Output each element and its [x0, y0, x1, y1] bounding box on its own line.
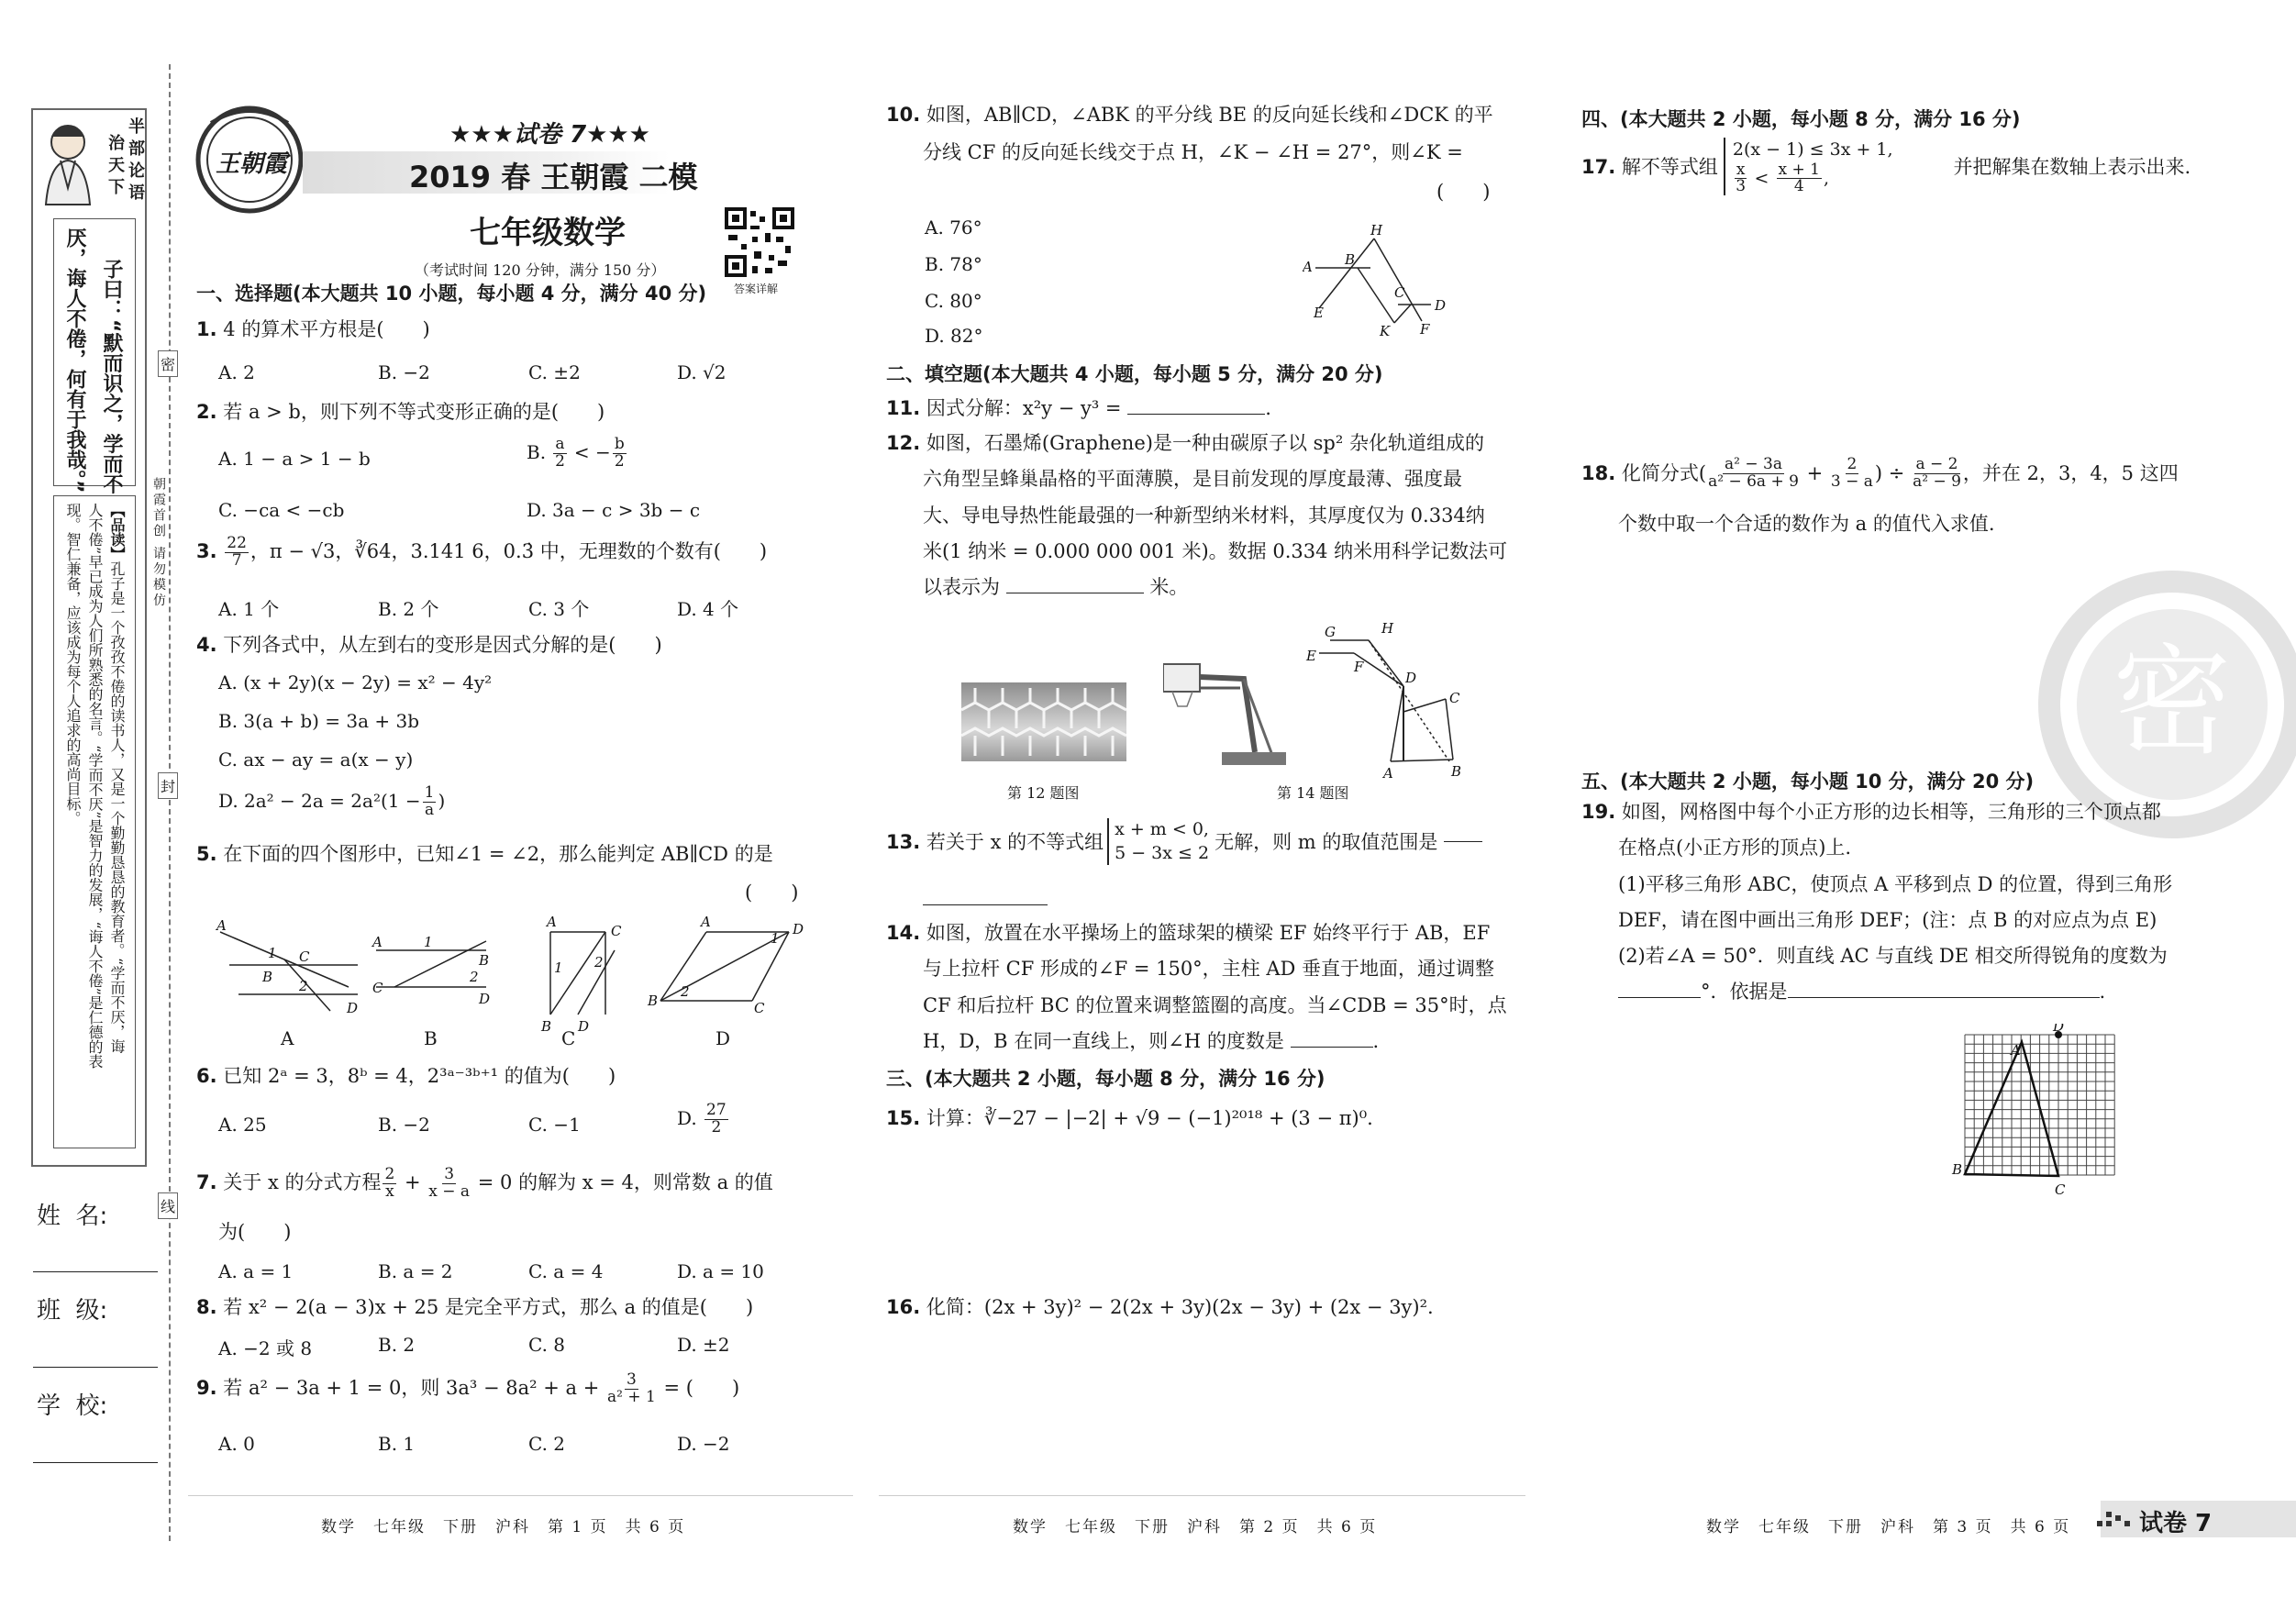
q10-figure — [1303, 220, 1449, 349]
q14-figure — [1303, 615, 1468, 780]
q1-number: 1. — [196, 318, 217, 340]
q14-label-H: H — [1381, 620, 1394, 637]
q10-text-1: 如图，AB∥CD，∠ABK 的平分线 BE 的反向延长线和∠DCK 的平 — [926, 104, 1493, 126]
q17-sys-1: 2(x − 1) ≤ 3x + 1, — [1732, 139, 1893, 160]
q19-line-4: DEF，请在图中画出三角形 DEF；(注：点 B 的对应点为点 E) — [1618, 908, 2157, 931]
q12-line-1 — [886, 431, 1507, 456]
q10-option-d[interactable]: D. 82° — [925, 325, 983, 347]
q12-number: 12. — [886, 432, 921, 454]
q4-number: 4. — [196, 634, 217, 656]
q2-b-frac-1 — [553, 437, 566, 471]
q13-system — [1107, 818, 1209, 865]
denominator: a² − 9 — [1913, 471, 1961, 491]
q11-number: 11. — [886, 397, 921, 419]
q5-option-b[interactable]: B — [424, 1027, 438, 1049]
q1-text: 4 的算术平方根是( ) — [223, 318, 430, 340]
q13-text-1: 若关于 x 的不等式组 — [926, 830, 1104, 853]
q19-line-5: (2)若∠A = 50°．则直线 AC 与直线 DE 相交所得锐角的度数为 — [1618, 945, 2168, 968]
q18-stem-cont: 个数中取一个合适的数作为 a 的值代入求值. — [1618, 513, 1995, 535]
q19-label-A: A — [2011, 1042, 2021, 1059]
q7-text-1: 关于 x 的分式方程 — [223, 1170, 382, 1193]
q12-line-4: 米(1 纳米 = 0.000 000 001 米)。数据 0.334 纳米用科学记数法可 — [923, 539, 1508, 562]
confucius-figure — [37, 115, 99, 206]
q5-stem — [196, 842, 773, 866]
school-label: 学 校: — [37, 1392, 108, 1420]
q2-option-b[interactable]: B. $\frac{a}{2}$ < − $\frac{b}{2}$ — [527, 435, 625, 471]
q4-d-text: D. 2a² − 2a = 2a²(1 − — [218, 789, 421, 812]
q19-stem — [1581, 800, 2172, 1005]
q2-text: 若 a > b，则下列不等式变形正确的是( ) — [223, 401, 605, 423]
qr-caption: 答案详解 — [734, 283, 779, 295]
numerator: 3 — [626, 1370, 637, 1389]
q5-number: 5. — [196, 843, 217, 865]
q6-stem — [196, 1064, 616, 1088]
name-line[interactable] — [33, 1271, 158, 1272]
footer-tag: 试卷 7 — [2139, 1510, 2213, 1537]
seal-line — [169, 64, 171, 1541]
q14-label-F: F — [1354, 659, 1364, 675]
q19-line-1 — [1581, 800, 2172, 825]
q2-option-d[interactable]: D. 3a − c > 3b − c — [527, 499, 701, 521]
footer-dots-icon — [2097, 1512, 2134, 1530]
q19-label-B: B — [1952, 1161, 1963, 1178]
q14-line-1 — [886, 921, 1507, 946]
q2-stem — [196, 400, 605, 424]
q1-stem — [196, 317, 430, 341]
q16-text: 化简：(2x + 3y)² − 2(2x + 3y)(2x − 3y) + (2x − 3y)². — [926, 1296, 1434, 1318]
q17-frac-1 — [1735, 162, 1747, 196]
q12-caption: 第 12 题图 — [1007, 784, 1080, 802]
numerator: b — [614, 435, 625, 453]
q19-text-1: 如图，网格图中每个小正方形的边长相等，三角形的三个顶点都 — [1621, 801, 2161, 823]
q17-frac-2 — [1777, 162, 1822, 196]
q7-option-a[interactable]: A. a = 1 — [218, 1260, 294, 1282]
q2-b-frac-2 — [613, 437, 627, 471]
q1-option-d[interactable]: D. √2 — [677, 361, 727, 383]
q19-text-6a: °．依据是 — [1701, 981, 1788, 1004]
q7-stem-cont: 为( ) — [218, 1221, 292, 1243]
q12-line-3: 大、导电导热性能最强的一种新型纳米材料，其厚度仅为 0.334纳 — [923, 504, 1485, 527]
q8-option-a[interactable]: A. −2 或 8 — [218, 1337, 313, 1359]
q15-number: 15. — [886, 1107, 921, 1129]
quote-line-2: 厌，诲人不倦，何有于我哉。” — [63, 227, 86, 494]
numerator: x — [1736, 160, 1746, 179]
q17-answer-area[interactable] — [1618, 229, 2187, 431]
basketball-hoop-image — [1163, 651, 1292, 771]
q2-b-label: B. — [527, 440, 547, 463]
footer-page-3: 数学 七年级 下册 沪科 第 3 页 共 6 页 — [1706, 1518, 2071, 1536]
q14-answer-blank[interactable] — [1291, 1047, 1373, 1048]
section4-title: 四、(本大题共 2 小题，每小题 8 分，满分 16 分) — [1581, 108, 2021, 130]
q11-answer-blank[interactable] — [1127, 414, 1265, 415]
q3-text: ，π − √3，∛64，3.141 6，0.3̇ 中，无理数的个数有( ) — [250, 539, 768, 562]
q10-label-A: A — [1303, 259, 1313, 275]
section1-title: 一、选择题(本大题共 10 小题，每小题 4 分，满分 40 分) — [196, 283, 707, 305]
q5d-label-A: A — [701, 914, 711, 930]
denominator: 2 — [711, 1117, 722, 1137]
q13-answer-blank-2[interactable] — [923, 904, 1048, 905]
q3-frac — [225, 536, 249, 570]
q5c-label-C: C — [611, 923, 622, 939]
q4-text: 下列各式中，从左到右的变形是因式分解的是( ) — [223, 634, 662, 656]
q9-frac — [607, 1372, 656, 1406]
quote-line-1: 子曰：“默而识之，学而不 — [100, 259, 123, 494]
q9-option-d[interactable]: D. −2 — [677, 1433, 730, 1455]
q4-stem — [196, 633, 662, 657]
q6-option-d[interactable] — [677, 1103, 730, 1137]
section2-title: 二、填空题(本大题共 4 小题，每小题 5 分，满分 20 分) — [886, 363, 1383, 385]
q5-figures — [211, 914, 807, 1042]
q9-text-2: = ( ) — [663, 1376, 740, 1399]
q10-label-H: H — [1370, 222, 1383, 238]
q1-option-b[interactable]: B. −2 — [378, 361, 430, 383]
q9-number: 9. — [196, 1376, 217, 1399]
q4-option-b[interactable]: B. 3(a + b) = 3a + 3b — [218, 710, 420, 732]
q3-option-b[interactable]: B. 2 个 — [378, 598, 439, 620]
q2-option-a[interactable]: A. 1 − a > 1 − b — [218, 448, 371, 470]
paper-number: ★★★试卷 7★★★ — [449, 121, 650, 149]
q5d-label-1: 1 — [771, 930, 780, 947]
q19-answer-blank-2[interactable] — [1788, 997, 2100, 998]
q5a-label-D: D — [347, 1000, 359, 1016]
seal-char-mi: 密 — [158, 350, 178, 377]
q5b-label-C: C — [372, 980, 383, 996]
exam-info: （考试时间 120 分钟，满分 150 分） — [415, 261, 666, 279]
q3-number: 3. — [196, 539, 217, 562]
name-label: 姓 名: — [37, 1203, 108, 1230]
numerator: a − 2 — [1915, 455, 1958, 473]
q17-text-1: 解不等式组 — [1621, 155, 1718, 178]
denominator: 7 — [231, 550, 242, 570]
q15-stem — [886, 1106, 1373, 1130]
column-divider-2 — [879, 1495, 1525, 1496]
denominator: 2 — [555, 451, 565, 471]
numerator: 27 — [706, 1101, 727, 1119]
q7-text-2: = 0 的解为 x = 4，则常数 a 的值 — [477, 1170, 773, 1193]
q5-option-d[interactable]: D — [715, 1027, 731, 1049]
q19-grid-figure[interactable] — [1945, 1024, 2207, 1203]
sidebar — [0, 0, 174, 1597]
numerator: a² − 3a — [1725, 455, 1782, 473]
q5-option-a[interactable]: A — [281, 1027, 294, 1049]
q9-text-1: 若 a² − 3a + 1 = 0，则 3a³ − 8a² + a + — [223, 1376, 600, 1399]
q19-label-D: D — [2053, 1024, 2065, 1035]
q12-text-5b: 米。 — [1149, 576, 1189, 599]
q16-stem — [886, 1295, 1434, 1319]
q5c-label-B: B — [541, 1018, 552, 1035]
q14-label-E: E — [1306, 648, 1316, 664]
read-label — [106, 503, 127, 1136]
q10-line-2: 分线 CF 的反向延长线交于点 H，∠K − ∠H = 27°，则∠K = — [923, 141, 1463, 164]
q5a-label-2: 2 — [299, 978, 308, 994]
footer-page-1: 数学 七年级 下册 沪科 第 1 页 共 6 页 — [321, 1518, 686, 1536]
numerator: x + 1 — [1778, 160, 1820, 179]
q10-number: 10. — [886, 104, 921, 126]
read-text-2: 人不倦”早已成为人们所熟悉的名言。“学而不厌”是智力的发展，“诲人不倦”是仁德的表 — [86, 503, 104, 1069]
q19-text-6b: . — [2099, 981, 2106, 1004]
q12-stem — [886, 431, 1507, 600]
q10-label-D: D — [1435, 297, 1447, 314]
q6-number: 6. — [196, 1065, 217, 1087]
class-line[interactable] — [33, 1367, 158, 1368]
q12-text-5: 以表示为 — [923, 576, 1000, 599]
read-text-3: 现。智仁兼备，应该成为每个人追求的高尚目标。 — [64, 503, 82, 826]
q5d-label-C: C — [754, 1000, 765, 1016]
q17-stem — [1581, 138, 2191, 195]
numerator: 22 — [227, 534, 247, 552]
q15-text: 计算：∛−27 − |−2| + √9 − (−1)²⁰¹⁸ + (3 − π)⁰. — [926, 1107, 1373, 1129]
q5d-label-D: D — [793, 921, 804, 937]
q13-answer-blank-1[interactable] — [1444, 841, 1482, 842]
q6-d-label: D. — [677, 1106, 697, 1129]
q13-number: 13. — [886, 830, 921, 853]
numerator: 1 — [424, 783, 435, 802]
q8-text: 若 x² − 2(a − 3)x + 25 是完全平方式，那么 a 的值是( ) — [223, 1296, 754, 1318]
q7-option-c[interactable]: C. a = 4 — [528, 1260, 604, 1282]
q5a-label-A: A — [216, 917, 227, 934]
q5b-label-B: B — [479, 952, 490, 969]
q12-text-1: 如图，石墨烯(Graphene)是一种由碳原子以 sp² 杂化轨道组成的 — [926, 432, 1484, 454]
q4-option-a[interactable]: A. (x + 2y)(x − 2y) = x² − 4y² — [218, 671, 493, 693]
q7-stem — [196, 1167, 773, 1201]
q12-line-5 — [886, 575, 1507, 600]
numerator: a — [555, 435, 565, 453]
q5a-label-1: 1 — [268, 945, 277, 961]
q3-stem — [196, 536, 767, 570]
seal-watermark-char: 密 — [2112, 632, 2233, 771]
q10-label-E: E — [1314, 305, 1324, 321]
q10-label-B: B — [1345, 251, 1356, 268]
q14-text-1: 如图，放置在水平操场上的篮球架的横梁 EF 始终平行于 AB，EF — [926, 922, 1491, 944]
footer-page-2: 数学 七年级 下册 沪科 第 2 页 共 6 页 — [1013, 1518, 1378, 1536]
denominator: 3 − a — [1830, 471, 1873, 491]
q18-stem: 18. 化简分式 ( $\frac{\text{a² − 3a}}{\text{a² − 6a + 9}}$ + $\frac{2}{3 - a}$ ) ÷ $\frac{a - 2}{\text{a² − 9}}$ ，并在 2，3，4，5 这四 — [1581, 455, 2179, 491]
q17-lt: < — [1754, 167, 1769, 188]
q14-line-4 — [886, 1029, 1507, 1054]
q3-option-a[interactable]: A. 1 个 — [218, 598, 280, 620]
read-text-1: 孔子是一个孜孜不倦的读书人，又是一个勤勤恳恳的教育者。“学而不厌，诲 — [108, 561, 126, 1054]
q9-option-c[interactable]: C. 2 — [528, 1433, 566, 1455]
q6-option-a[interactable]: A. 25 — [218, 1114, 267, 1136]
denominator: a² − 6a + 9 — [1708, 471, 1799, 491]
q7-option-d[interactable]: D. a = 10 — [677, 1260, 764, 1282]
q5a-label-C: C — [299, 948, 310, 965]
exam-title: 2019 春 王朝霞 二模 — [409, 160, 698, 194]
graphene-image — [961, 682, 1126, 761]
q7-plus: + — [405, 1170, 421, 1193]
q12-line-2: 六角型呈蜂巢晶格的平面薄膜，是目前发现的厚度最薄、强度最 — [923, 468, 1462, 491]
q10-label-C: C — [1394, 284, 1405, 301]
school-line[interactable] — [33, 1462, 158, 1463]
q10-stem — [886, 103, 1510, 166]
q5c-label-2: 2 — [594, 954, 604, 970]
subject-title: 七年级数学 — [470, 215, 626, 251]
q19-line-3: (1)平移三角形 ABC，使顶点 A 平移到点 D 的位置，得到三角形 — [1618, 872, 2173, 895]
q18-number: 18. — [1581, 462, 1616, 485]
q8-option-d[interactable]: D. ±2 — [677, 1334, 730, 1356]
denominator: 4 — [1793, 177, 1804, 196]
q5c-label-A: A — [547, 914, 557, 930]
denominator: a² + 1 — [606, 1387, 656, 1406]
q2-b-lt: < — [573, 440, 590, 463]
q5b-label-A: A — [372, 934, 383, 950]
q4-option-d[interactable]: D. 2a² − 2a = 2a²(1 − $\frac{1}{a}$ ) — [218, 783, 446, 819]
q19-answer-blank-1[interactable] — [1618, 997, 1701, 998]
q14-stem — [886, 921, 1507, 1054]
q17-number: 17. — [1581, 155, 1616, 178]
q18-frac-2 — [1831, 457, 1873, 491]
q6-d-frac — [704, 1103, 728, 1137]
q8-option-b[interactable]: B. 2 — [378, 1334, 416, 1356]
section3-title: 三、(本大题共 2 小题，每小题 8 分，满分 16 分) — [886, 1068, 1325, 1090]
q7-frac-2 — [428, 1167, 470, 1201]
q10-line-1 — [886, 103, 1510, 128]
q5d-label-B: B — [648, 993, 659, 1009]
banner-text: 半部论语 — [126, 117, 145, 205]
qr-code[interactable] — [725, 207, 794, 277]
q18-div: ÷ — [1888, 462, 1905, 485]
q10-label-F: F — [1420, 321, 1430, 338]
q14-label-A: A — [1383, 765, 1393, 780]
q16-number: 16. — [886, 1296, 921, 1318]
copyright-note: 朝霞首创 请勿模仿 — [151, 477, 166, 609]
q10-paren: ( ) — [1436, 181, 1491, 203]
q8-stem — [196, 1295, 753, 1319]
q17-text-2: 并把解集在数轴上表示出来. — [1953, 155, 2191, 178]
q14-label-B: B — [1451, 763, 1462, 780]
q14-text-4: H，D，B 在同一直线上，则∠H 的度数是 — [923, 1029, 1284, 1052]
q1-option-a[interactable]: A. 2 — [218, 361, 255, 383]
denominator: x — [385, 1181, 394, 1201]
q5b-label-D: D — [479, 991, 491, 1007]
q9-option-b[interactable]: B. 1 — [378, 1433, 416, 1455]
q5b-label-1: 1 — [424, 934, 433, 950]
q17-sys-2: $\frac{x}{3}$ < $\frac{x + 1}{4}$ , — [1736, 160, 1830, 196]
q5c-label-D: D — [578, 1018, 590, 1035]
q5-paren: ( ) — [745, 882, 799, 904]
q3-option-d[interactable]: D. 4 个 — [677, 598, 739, 620]
q6-option-c[interactable]: C. −1 — [528, 1114, 581, 1136]
q10-label-K: K — [1380, 323, 1391, 339]
q10-option-c[interactable]: C. 80° — [925, 290, 982, 312]
q7-option-b[interactable]: B. a = 2 — [378, 1260, 453, 1282]
q5b-label-2: 2 — [470, 969, 479, 985]
q17-system — [1724, 138, 1893, 195]
q13-sys-1: x + m < 0, — [1115, 819, 1209, 839]
q8-number: 8. — [196, 1296, 217, 1318]
q8-option-c[interactable]: C. 8 — [528, 1334, 566, 1356]
q1-option-c[interactable]: C. ±2 — [528, 361, 581, 383]
q18-plus: + — [1806, 462, 1824, 485]
numerator: 3 — [444, 1165, 455, 1183]
q5c-label-1: 1 — [554, 959, 563, 976]
q10-option-b[interactable]: B. 78° — [925, 253, 982, 275]
denominator: x − a — [428, 1181, 471, 1201]
q19-number: 19. — [1581, 801, 1616, 823]
q18-text-1: 化简分式 — [1621, 462, 1699, 485]
q2-number: 2. — [196, 401, 217, 423]
q14-number: 14. — [886, 922, 921, 944]
q19-line-2: 在格点(小正方形的顶点)上. — [1618, 837, 1852, 859]
q14-end: . — [1372, 1029, 1380, 1052]
q4-option-c[interactable]: C. ax − ay = a(x − y) — [218, 749, 414, 771]
class-label: 班 级: — [37, 1297, 108, 1325]
q5-option-c[interactable]: C — [561, 1027, 576, 1049]
denominator: 3 — [1736, 177, 1747, 196]
q13-sys-2: 5 − 3x ≤ 2 — [1115, 842, 1210, 863]
q14-label-G: G — [1325, 624, 1336, 640]
section5-title: 五、(本大题共 2 小题，每小题 10 分，满分 20 分) — [1581, 771, 2035, 793]
q7-number: 7. — [196, 1170, 217, 1193]
read-label-text: 【品读】 — [108, 503, 126, 561]
q4-d-frac — [423, 785, 437, 819]
numerator: 2 — [1847, 455, 1858, 473]
column-divider-1 — [188, 1495, 853, 1496]
q19-label-C: C — [2055, 1181, 2066, 1198]
q13-stem — [886, 818, 1482, 865]
q15-answer-area[interactable] — [923, 1137, 1492, 1275]
q14-line-3: CF 和后拉杆 BC 的位置来调整篮圈的高度。当∠CDB = 35°时，点 — [923, 993, 1507, 1016]
banner-text-2: 治天下 — [105, 134, 125, 200]
q14-caption: 第 14 题图 — [1277, 784, 1349, 802]
q14-line-2: 与上拉杆 CF 形成的∠F = 150°，主柱 AD 垂直于地面，通过调整 — [923, 958, 1495, 981]
q5-text: 在下面的四个图形中，已知∠1 = ∠2，那么能判定 AB∥CD 的是 — [223, 843, 773, 865]
q2-option-c[interactable]: C. −ca < −cb — [218, 499, 345, 521]
q5d-label-2: 2 — [681, 983, 690, 1000]
denominator: 2 — [614, 451, 625, 471]
q11-text: 因式分解：x²y − y³ = — [926, 397, 1122, 419]
q10-option-a[interactable]: A. 76° — [925, 216, 982, 238]
q18-text-2: ，并在 2，3，4，5 这四 — [1962, 462, 2179, 485]
q13-text-2: 无解，则 m 的取值范围是 — [1215, 830, 1438, 853]
q14-label-D: D — [1405, 670, 1417, 686]
q6-text: 已知 2ᵃ = 3，8ᵇ = 4，2³ᵃ⁻³ᵇ⁺¹ 的值为( ) — [223, 1065, 616, 1087]
q14-label-C: C — [1449, 690, 1460, 706]
q6-option-b[interactable]: B. −2 — [378, 1114, 430, 1136]
q18-frac-1 — [1708, 457, 1799, 491]
q3-option-c[interactable]: C. 3 个 — [528, 598, 590, 620]
q9-stem — [196, 1372, 739, 1406]
q11-stem — [886, 396, 1271, 420]
seal-char-xian: 线 — [158, 1192, 178, 1219]
seal-char-feng: 封 — [158, 772, 178, 799]
q5a-label-B: B — [262, 969, 273, 985]
q7-frac-1 — [383, 1167, 396, 1201]
numerator: 2 — [384, 1165, 395, 1183]
q16-answer-area[interactable] — [923, 1326, 1492, 1473]
logo-text: 王朝霞 — [215, 150, 287, 178]
q9-option-a[interactable]: A. 0 — [218, 1433, 255, 1455]
q19-line-6 — [1581, 980, 2172, 1004]
q11-end: . — [1265, 397, 1271, 419]
denominator: a — [424, 800, 435, 819]
q18-frac-3 — [1913, 457, 1961, 491]
